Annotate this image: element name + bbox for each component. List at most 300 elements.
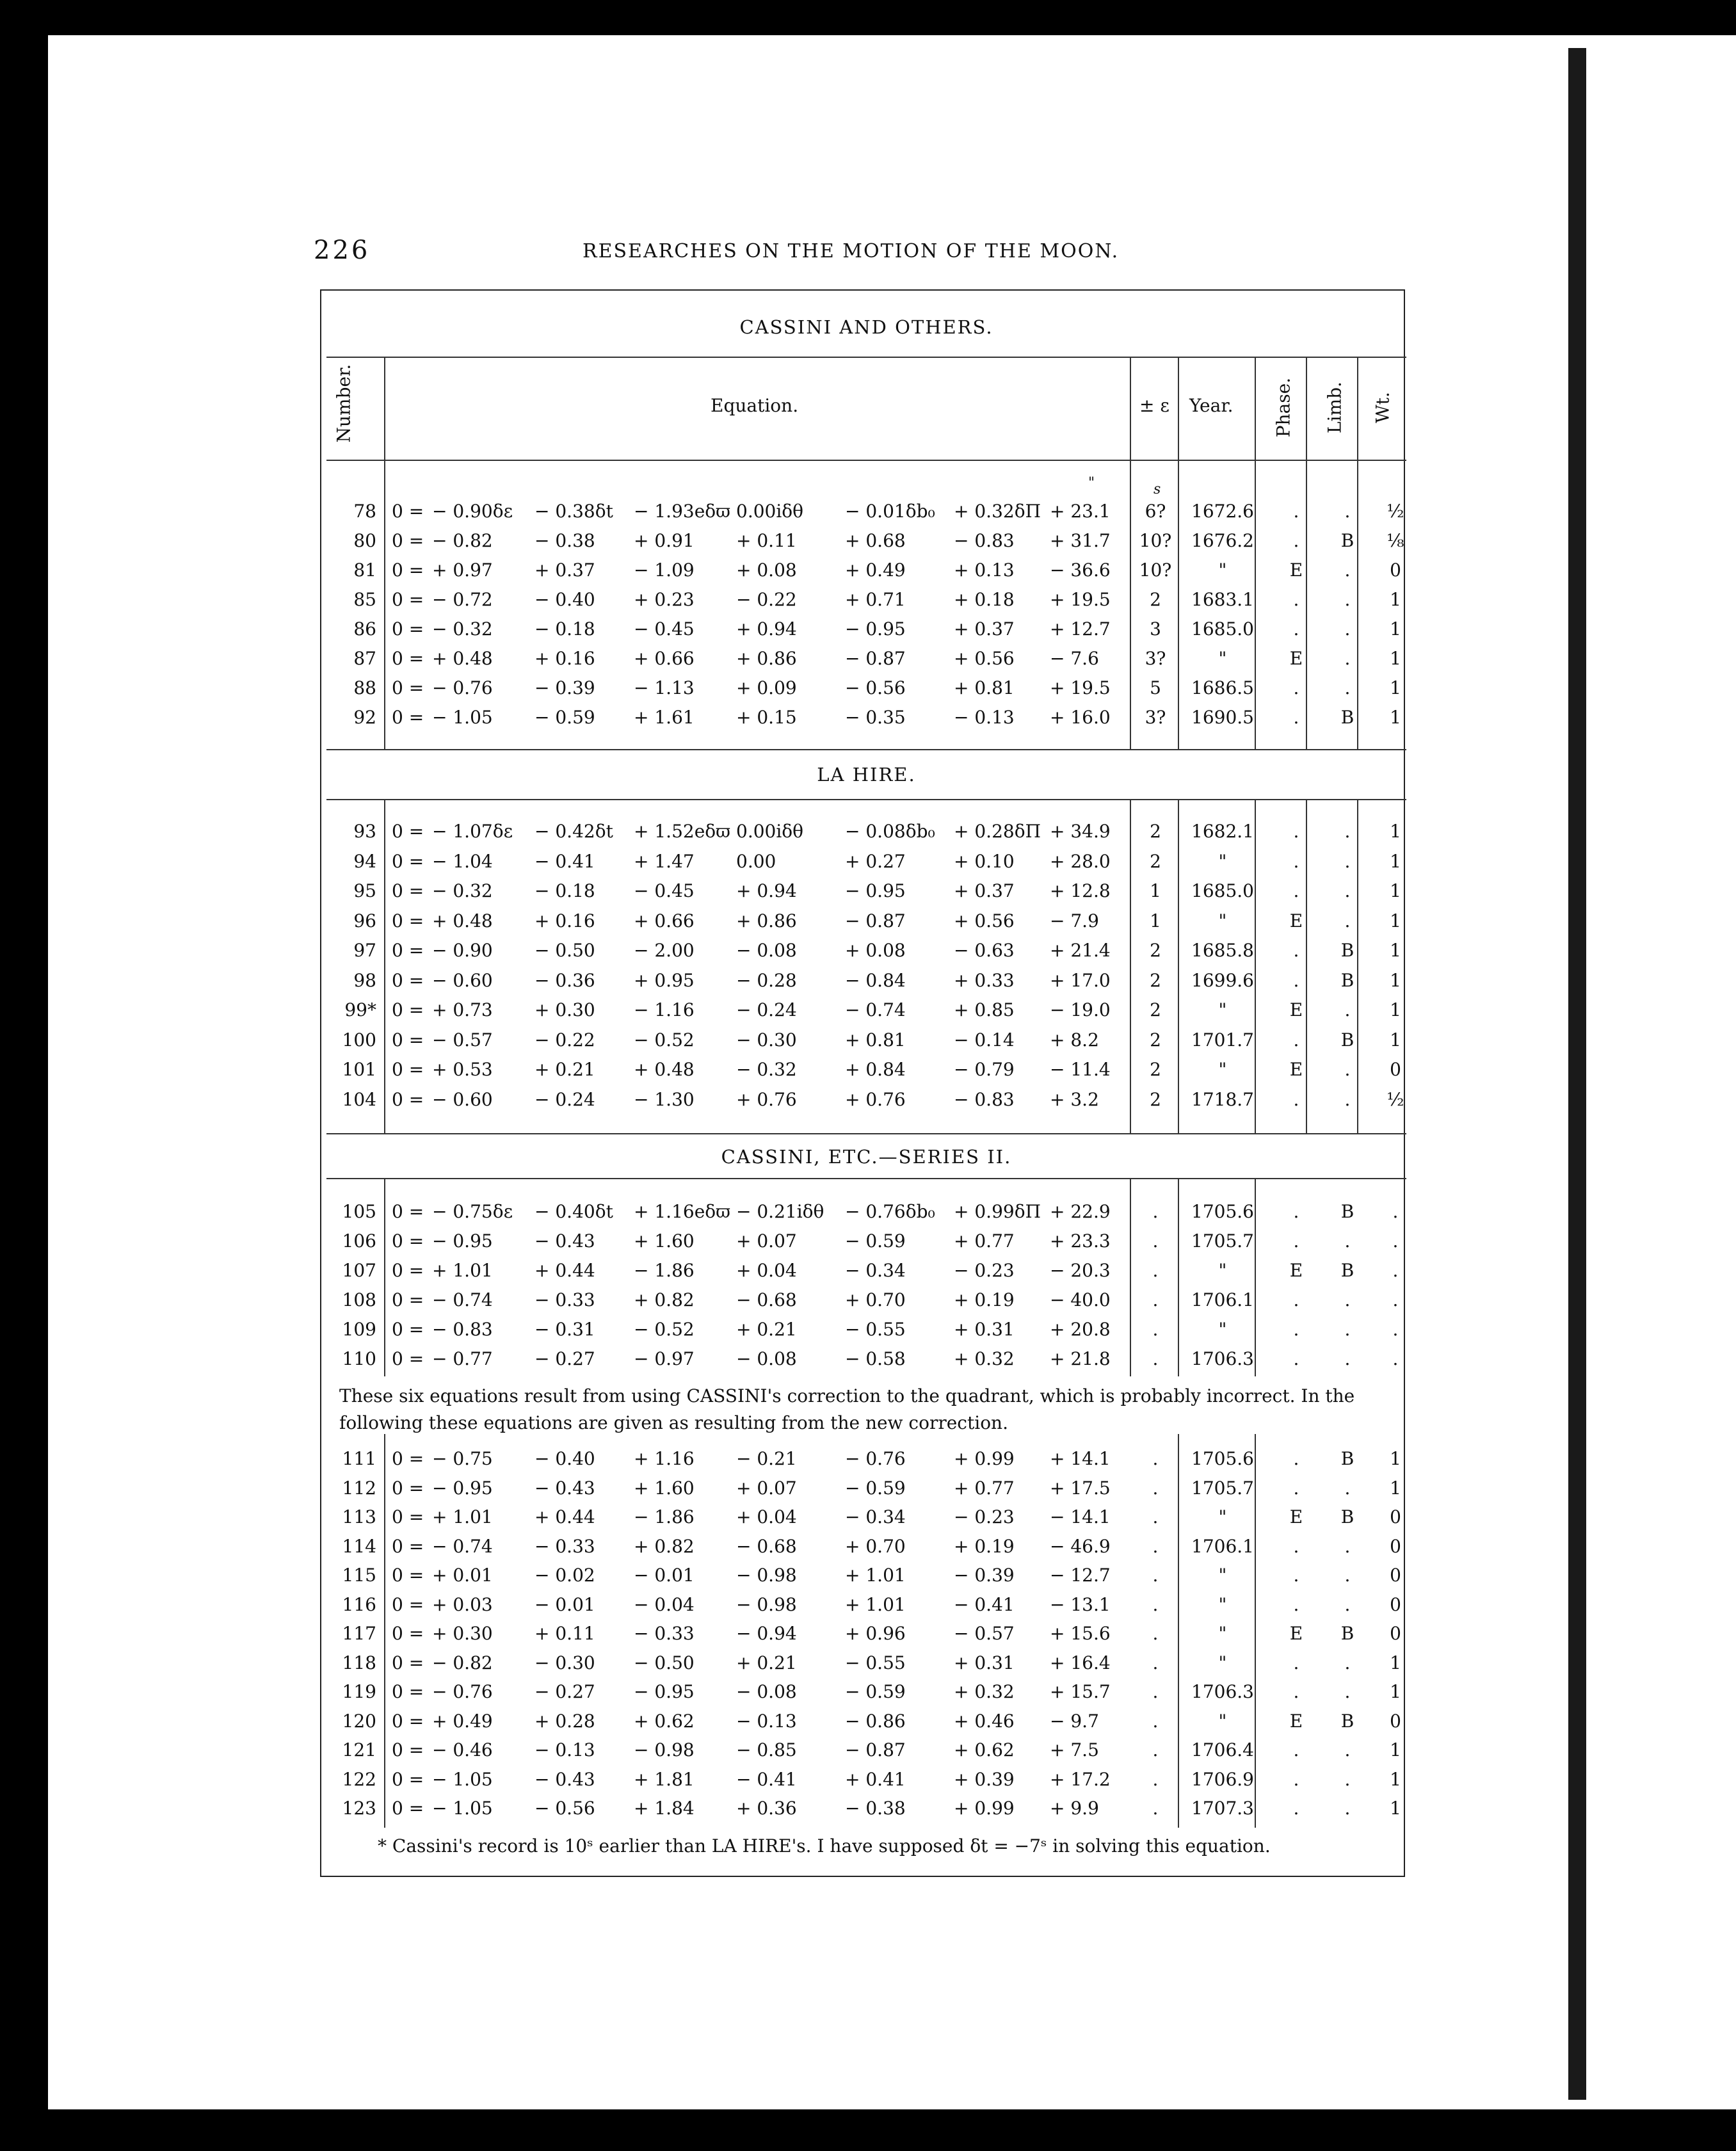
equation-term: + 0.31 [954, 1319, 1015, 1340]
equation-term: − 1.13 [634, 677, 695, 698]
equation-term: − 36.6 [1050, 560, 1111, 581]
phase: . [1293, 1593, 1299, 1615]
row-number: 114 [342, 1535, 376, 1557]
table-row [320, 1029, 1408, 1058]
row-number: 116 [342, 1593, 376, 1615]
probable-error: 2 [1150, 999, 1161, 1020]
equation-term: − 1.05 [432, 1798, 493, 1819]
weight: 0 [1390, 1565, 1401, 1586]
equation-term: + 0.99δΠ [954, 1201, 1041, 1222]
phase: . [1293, 1477, 1299, 1499]
equation-term: − 0.59 [845, 1681, 906, 1702]
equation-term: − 0.95 [432, 1477, 493, 1499]
weight: 1 [1390, 1652, 1401, 1673]
probable-error: . [1152, 1201, 1159, 1222]
table-row [320, 1506, 1408, 1535]
equation-term: − 0.02 [534, 1565, 595, 1586]
equation-term: + 0.27 [845, 850, 906, 872]
probable-error: . [1152, 1768, 1159, 1790]
equation-lhs: 0 = [392, 1088, 424, 1110]
phase: E [1289, 1260, 1303, 1281]
weight: 1 [1390, 969, 1401, 991]
equation-term: + 0.37 [954, 880, 1015, 901]
limb: B [1340, 969, 1354, 991]
limb: . [1344, 1798, 1351, 1819]
limb: . [1344, 618, 1351, 640]
table-row [320, 501, 1408, 529]
equation-term: − 0.79 [954, 1059, 1015, 1080]
probable-error: 2 [1150, 940, 1161, 961]
equation-term: + 0.03 [432, 1593, 493, 1615]
year: 1705.7 [1191, 1230, 1254, 1252]
equation-term: − 0.34 [845, 1260, 906, 1281]
equation-term: − 0.35 [845, 707, 906, 728]
table-row [320, 821, 1408, 849]
equation-term: + 0.48 [634, 1059, 695, 1080]
equation-term: + 0.56 [954, 910, 1015, 931]
equation-term: − 0.75δε [432, 1201, 513, 1222]
table-row [320, 1348, 1408, 1376]
table-row [320, 1089, 1408, 1117]
equation-term: − 0.83 [954, 1088, 1015, 1110]
weight: 1 [1390, 707, 1401, 728]
equation-term: + 0.16 [534, 648, 595, 669]
equation-term: + 0.99 [954, 1448, 1015, 1469]
row-number: 119 [342, 1681, 376, 1702]
probable-error: . [1152, 1593, 1159, 1615]
equation-term: + 0.94 [736, 618, 797, 640]
weight: 1 [1390, 910, 1401, 931]
row-number: 98 [353, 969, 376, 991]
equation-term: − 0.41 [736, 1768, 797, 1790]
weight: 1 [1390, 880, 1401, 901]
limb: . [1344, 1477, 1351, 1499]
col-header-pm-e: ± ε [1139, 395, 1169, 416]
running-head: RESEARCHES ON THE MOTION OF THE MOON. [583, 240, 1120, 262]
equation-term: − 0.36 [534, 969, 595, 991]
year: 1676.2 [1191, 530, 1254, 551]
equation-lhs: 0 = [392, 1681, 424, 1702]
equation-term: + 0.16 [534, 910, 595, 931]
equation-term: + 0.82 [634, 1535, 695, 1557]
equation-term: − 0.83 [432, 1319, 493, 1340]
limb: . [1344, 880, 1351, 901]
equation-term: + 0.18 [954, 589, 1015, 610]
phase: E [1289, 1506, 1303, 1527]
phase: . [1293, 501, 1299, 522]
col-header-wt: Wt. [1372, 392, 1394, 423]
phase: . [1293, 1348, 1299, 1369]
year: " [1218, 910, 1227, 931]
limb: B [1340, 1029, 1354, 1051]
weight: 1 [1390, 1798, 1401, 1819]
row-number: 115 [342, 1565, 376, 1586]
row-number: 81 [353, 560, 376, 581]
limb: . [1344, 1739, 1351, 1760]
equation-term: − 46.9 [1050, 1535, 1111, 1557]
limb: . [1344, 1289, 1351, 1310]
phase: . [1293, 821, 1299, 842]
equation-term: + 20.8 [1050, 1319, 1111, 1340]
limb: . [1344, 821, 1351, 842]
equation-term: + 17.2 [1050, 1768, 1111, 1790]
col-rule [1178, 1178, 1179, 1376]
probable-error: . [1152, 1652, 1159, 1673]
equation-term: + 0.04 [736, 1260, 797, 1281]
table-row [320, 648, 1408, 676]
equation-term: − 0.13 [954, 707, 1015, 728]
probable-error: . [1152, 1448, 1159, 1469]
equation-term: + 0.94 [736, 880, 797, 901]
phase: . [1293, 1448, 1299, 1469]
phase: . [1293, 1768, 1299, 1790]
weight: . [1392, 1260, 1399, 1281]
equation-term: − 0.59 [845, 1230, 906, 1252]
weight: ½ [1386, 1088, 1404, 1110]
equation-term: − 0.82 [432, 530, 493, 551]
equation-lhs: 0 = [392, 1623, 424, 1644]
equation-term: + 0.84 [845, 1059, 906, 1080]
probable-error: . [1152, 1319, 1159, 1340]
weight: 1 [1390, 618, 1401, 640]
equation-term: − 0.14 [954, 1029, 1015, 1051]
table-row [320, 530, 1408, 558]
equation-lhs: 0 = [392, 880, 424, 901]
equation-lhs: 0 = [392, 1506, 424, 1527]
col-rule [1255, 1434, 1256, 1828]
probable-error: . [1152, 1565, 1159, 1586]
weight: . [1392, 1289, 1399, 1310]
equation-term: + 1.16eδϖ [634, 1201, 730, 1222]
equation-term: − 0.97 [634, 1348, 695, 1369]
limb: B [1340, 530, 1354, 551]
equation-term: + 0.77 [954, 1230, 1015, 1252]
equation-term: − 0.98 [634, 1739, 695, 1760]
probable-error: 2 [1150, 969, 1161, 991]
equation-term: + 19.5 [1050, 589, 1111, 610]
equation-term: + 0.76 [736, 1088, 797, 1110]
phase: E [1289, 910, 1303, 931]
phase: E [1289, 1623, 1303, 1644]
weight: ⅛ [1386, 530, 1404, 551]
equation-term: − 0.85 [736, 1739, 797, 1760]
equation-term: − 0.01 [634, 1565, 695, 1586]
rule [326, 357, 1406, 358]
table-row [320, 1652, 1408, 1680]
table-row [320, 1230, 1408, 1259]
probable-error: . [1152, 1710, 1159, 1732]
weight: 1 [1390, 940, 1401, 961]
section-title-cassini: CASSINI AND OTHERS. [739, 316, 993, 338]
equation-term: + 0.66 [634, 910, 695, 931]
equation-lhs: 0 = [392, 821, 424, 842]
equation-term: − 0.24 [736, 999, 797, 1020]
equation-term: + 1.60 [634, 1230, 695, 1252]
row-number: 111 [342, 1448, 376, 1469]
equation-term: + 1.01 [845, 1593, 906, 1615]
row-number: 87 [353, 648, 376, 669]
limb: . [1344, 910, 1351, 931]
year: 1706.1 [1191, 1289, 1254, 1310]
equation-term: + 1.84 [634, 1798, 695, 1819]
equation-term: − 0.95 [432, 1230, 493, 1252]
equation-term: + 12.8 [1050, 880, 1111, 901]
row-number: 121 [342, 1739, 376, 1760]
rule [326, 799, 1406, 800]
row-number: 86 [353, 618, 376, 640]
equation-term: + 0.99 [954, 1798, 1015, 1819]
limb: . [1344, 1319, 1351, 1340]
page-number: 226 [314, 236, 371, 265]
equation-term: − 0.22 [534, 1029, 595, 1051]
equation-term: + 0.32δΠ [954, 501, 1041, 522]
equation-term: + 0.04 [736, 1506, 797, 1527]
phase: E [1289, 560, 1303, 581]
phase: . [1293, 707, 1299, 728]
equation-lhs: 0 = [392, 1319, 424, 1340]
equation-term: − 0.90δε [432, 501, 513, 522]
equation-term: − 0.32 [432, 880, 493, 901]
equation-term: − 0.56 [534, 1798, 595, 1819]
equation-term: 0.00iδθ [736, 501, 804, 522]
equation-term: − 14.1 [1050, 1506, 1111, 1527]
year: 1705.6 [1191, 1201, 1254, 1222]
equation-lhs: 0 = [392, 1201, 424, 1222]
col-rule [1306, 799, 1307, 1133]
equation-term: + 23.3 [1050, 1230, 1111, 1252]
row-number: 93 [353, 821, 376, 842]
year: " [1218, 1319, 1227, 1340]
equation-term: + 0.10 [954, 850, 1015, 872]
phase: . [1293, 1201, 1299, 1222]
row-number: 108 [342, 1289, 376, 1310]
equation-term: − 0.75 [432, 1448, 493, 1469]
phase: . [1293, 850, 1299, 872]
row-number: 92 [353, 707, 376, 728]
year: 1685.0 [1191, 618, 1254, 640]
equation-term: + 1.60 [634, 1477, 695, 1499]
weight: 1 [1390, 1448, 1401, 1469]
year: " [1218, 1652, 1227, 1673]
equation-term: + 21.4 [1050, 940, 1111, 961]
equation-term: − 0.50 [534, 940, 595, 961]
limb: . [1344, 1535, 1351, 1557]
rule [326, 1178, 1406, 1179]
phase: . [1293, 1088, 1299, 1110]
equation-term: + 0.48 [432, 910, 493, 931]
equation-term: − 0.60 [432, 969, 493, 991]
equation-term: − 1.93eδϖ [634, 501, 730, 522]
equation-term: − 0.39 [534, 677, 595, 698]
col-rule [1255, 1178, 1256, 1376]
col-header-equation: Equation. [711, 395, 799, 416]
year: " [1218, 1710, 1227, 1732]
equation-term: − 0.08δb₀ [845, 821, 935, 842]
year: 1706.3 [1191, 1348, 1254, 1369]
equation-term: + 0.09 [736, 677, 797, 698]
probable-error: . [1152, 1230, 1159, 1252]
weight: 1 [1390, 677, 1401, 698]
limb: B [1340, 1260, 1354, 1281]
equation-term: − 0.30 [534, 1652, 595, 1673]
table-row [320, 1565, 1408, 1593]
equation-term: − 0.68 [736, 1535, 797, 1557]
year: " [1218, 1260, 1227, 1281]
table-row [320, 910, 1408, 939]
equation-term: + 1.61 [634, 707, 695, 728]
equation-term: − 0.23 [954, 1260, 1015, 1281]
equation-term: + 0.28 [534, 1710, 595, 1732]
equation-term: + 34.9 [1050, 821, 1111, 842]
equation-lhs: 0 = [392, 530, 424, 551]
equation-term: − 0.52 [634, 1029, 695, 1051]
weight: 0 [1390, 1623, 1401, 1644]
equation-term: − 0.43 [534, 1477, 595, 1499]
equation-term: + 31.7 [1050, 530, 1111, 551]
equation-term: − 0.52 [634, 1319, 695, 1340]
limb: . [1344, 1230, 1351, 1252]
equation-term: + 1.01 [845, 1565, 906, 1586]
limb: B [1340, 1710, 1354, 1732]
equation-term: − 12.7 [1050, 1565, 1111, 1586]
year: 1699.6 [1191, 969, 1254, 991]
equation-term: − 0.59 [845, 1477, 906, 1499]
equation-term: + 0.77 [954, 1477, 1015, 1499]
probable-error: 3? [1145, 707, 1166, 728]
equation-term: + 0.56 [954, 648, 1015, 669]
equation-term: − 0.08 [736, 940, 797, 961]
equation-lhs: 0 = [392, 501, 424, 522]
equation-term: − 0.38δt [534, 501, 613, 522]
equation-term: + 19.5 [1050, 677, 1111, 698]
equation-term: − 1.05 [432, 1768, 493, 1790]
row-number: 88 [353, 677, 376, 698]
row-number: 113 [342, 1506, 376, 1527]
equation-term: − 0.38 [534, 530, 595, 551]
equation-term: − 0.32 [432, 618, 493, 640]
row-number: 100 [342, 1029, 376, 1051]
equation-term: + 0.44 [534, 1260, 595, 1281]
equation-term: − 0.21iδθ [736, 1201, 824, 1222]
equation-lhs: 0 = [392, 1798, 424, 1819]
table-row [320, 970, 1408, 998]
year: " [1218, 648, 1227, 669]
equation-term: − 2.00 [634, 940, 695, 961]
limb: . [1344, 501, 1351, 522]
year: 1686.5 [1191, 677, 1254, 698]
limb: B [1340, 940, 1354, 961]
probable-error: 10? [1139, 530, 1172, 551]
equation-term: + 0.19 [954, 1535, 1015, 1557]
table-row [320, 999, 1408, 1027]
year: 1701.7 [1191, 1029, 1254, 1051]
row-number: 96 [353, 910, 376, 931]
equation-term: − 0.43 [534, 1768, 595, 1790]
limb: . [1344, 1652, 1351, 1673]
equation-term: − 13.1 [1050, 1593, 1111, 1615]
equation-term: + 0.39 [954, 1768, 1015, 1790]
equation-term: + 0.73 [432, 999, 493, 1020]
equation-lhs: 0 = [392, 999, 424, 1020]
table-row [320, 1478, 1408, 1506]
probable-error: 2 [1150, 1029, 1161, 1051]
probable-error: . [1152, 1477, 1159, 1499]
limb: . [1344, 1088, 1351, 1110]
limb: B [1340, 1623, 1354, 1644]
phase: . [1293, 677, 1299, 698]
row-number: 99* [344, 999, 376, 1020]
equation-term: − 0.45 [634, 880, 695, 901]
equation-term: + 0.46 [954, 1710, 1015, 1732]
equation-term: − 1.16 [634, 999, 695, 1020]
year: " [1218, 999, 1227, 1020]
col-header-phase: Phase. [1273, 377, 1294, 438]
equation-term: − 0.01δb₀ [845, 501, 935, 522]
equation-term: + 8.2 [1050, 1029, 1099, 1051]
equation-term: − 9.7 [1050, 1710, 1099, 1732]
year: " [1218, 1623, 1227, 1644]
weight: . [1392, 1230, 1399, 1252]
equation-term: + 0.31 [954, 1652, 1015, 1673]
col-rule [1357, 357, 1358, 749]
equation-lhs: 0 = [392, 1029, 424, 1051]
equation-term: + 1.81 [634, 1768, 695, 1790]
rule [326, 749, 1406, 750]
equation-term: − 0.08 [736, 1681, 797, 1702]
probable-error: 1 [1150, 910, 1161, 931]
equation-lhs: 0 = [392, 1059, 424, 1080]
limb: . [1344, 560, 1351, 581]
equation-term: + 23.1 [1050, 501, 1111, 522]
equation-term: − 0.34 [845, 1506, 906, 1527]
equation-term: − 0.60 [432, 1088, 493, 1110]
equation-term: − 0.28 [736, 969, 797, 991]
equation-term: + 0.32 [954, 1681, 1015, 1702]
table-row [320, 618, 1408, 647]
limb: B [1340, 707, 1354, 728]
equation-lhs: 0 = [392, 1593, 424, 1615]
equation-term: + 0.21 [534, 1059, 595, 1080]
equation-term: + 15.6 [1050, 1623, 1111, 1644]
row-number: 112 [342, 1477, 376, 1499]
equation-lhs: 0 = [392, 1768, 424, 1790]
phase: E [1289, 1710, 1303, 1732]
equation-term: − 1.86 [634, 1506, 695, 1527]
equation-term: − 0.23 [954, 1506, 1015, 1527]
col-rule [384, 1178, 385, 1376]
equation-term: − 0.94 [736, 1623, 797, 1644]
equation-term: + 0.62 [954, 1739, 1015, 1760]
phase: . [1293, 1289, 1299, 1310]
equation-term: − 0.46 [432, 1739, 493, 1760]
row-number: 78 [353, 501, 376, 522]
equation-term: + 1.01 [432, 1506, 493, 1527]
limb: . [1344, 850, 1351, 872]
col-rule [1306, 357, 1307, 749]
limb: . [1344, 648, 1351, 669]
equation-term: − 0.74 [432, 1289, 493, 1310]
year: 1707.3 [1191, 1798, 1254, 1819]
weight: 0 [1390, 1710, 1401, 1732]
year: 1685.8 [1191, 940, 1254, 961]
series-note: These six equations result from using CASSINI's correction to the quadrant, which is probably incorrect. In the following these equations are given as resulting from the new correction. [339, 1385, 1355, 1433]
equation-term: − 0.86 [845, 1710, 906, 1732]
equation-term: − 0.27 [534, 1348, 595, 1369]
weight: 1 [1390, 648, 1401, 669]
limb: . [1344, 589, 1351, 610]
equation-term: + 21.8 [1050, 1348, 1111, 1369]
probable-error: 3? [1145, 648, 1166, 669]
